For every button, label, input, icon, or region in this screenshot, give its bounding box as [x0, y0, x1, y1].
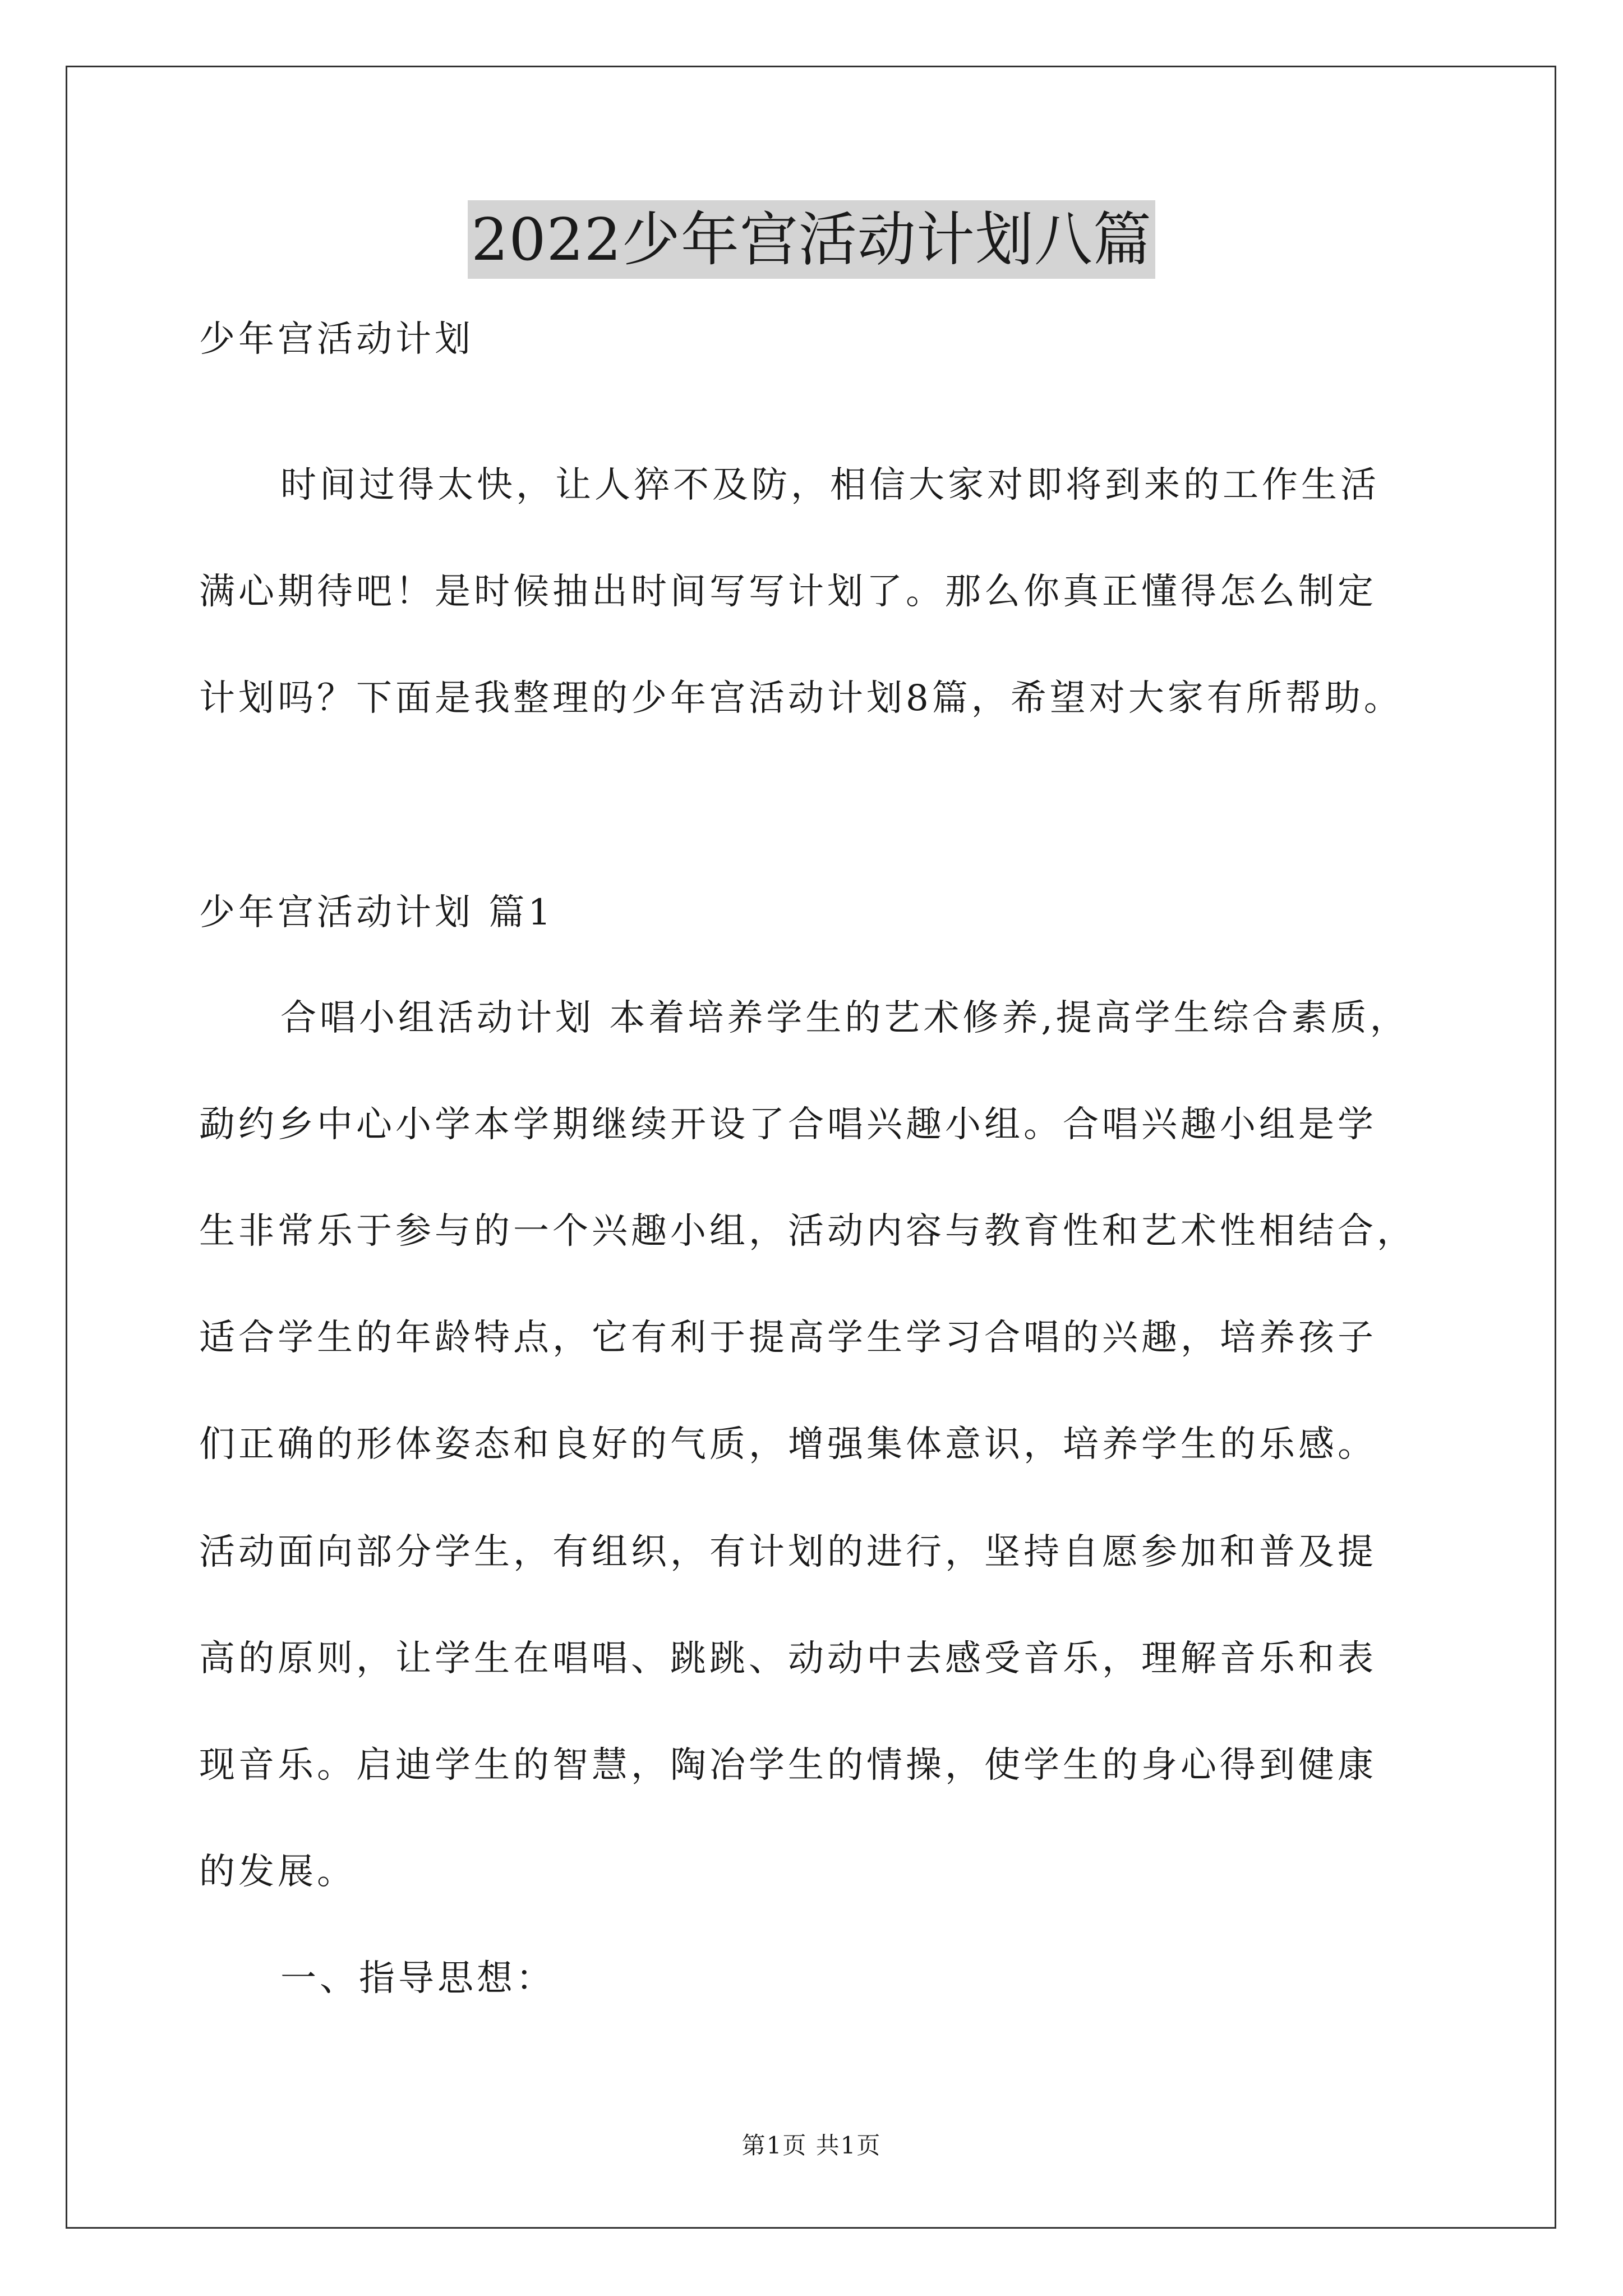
section1-line-8: 现音乐。启迪学生的智慧，陶冶学生的情操，使学生的身心得到健康 — [199, 1745, 1377, 1786]
section1-subheading: 一、指导思想： — [280, 1958, 555, 1999]
section1-line-3: 生非常乐于参与的一个兴趣小组，活动内容与教育性和艺术性相结合， — [199, 1211, 1416, 1252]
page-footer: 第1页 共1页 — [741, 2132, 882, 2159]
section1-line-6: 活动面向部分学生，有组织，有计划的进行，坚持自愿参加和普及提 — [199, 1531, 1377, 1573]
title-container — [0, 200, 1623, 279]
intro-line-2: 满心期待吧！是时候抽出时间写写计划了。那么你真正懂得怎么制定 — [199, 571, 1377, 613]
section1-heading: 少年宫活动计划 篇1 — [199, 892, 555, 933]
section1-line-9: 的发展。 — [199, 1851, 356, 1893]
section1-line-4: 适合学生的年龄特点，它有利于提高学生学习合唱的兴趣，培养孩子 — [199, 1317, 1377, 1359]
subheading: 少年宫活动计划 — [199, 319, 474, 360]
section1-line-2: 勐约乡中心小学本学期继续开设了合唱兴趣小组。合唱兴趣小组是学 — [199, 1104, 1377, 1145]
section1-line-1: 合唱小组活动计划 本着培养学生的艺术修养,提高学生综合素质， — [280, 997, 1409, 1039]
intro-line-1: 时间过得太快，让人猝不及防，相信大家对即将到来的工作生活 — [280, 464, 1380, 506]
intro-line-3: 计划吗？下面是我整理的少年宫活动计划8篇，希望对大家有所帮助。 — [199, 678, 1403, 719]
document-title: 2022少年宫活动计划八篇 — [468, 200, 1155, 279]
section1-line-7: 高的原则，让学生在唱唱、跳跳、动动中去感受音乐，理解音乐和表 — [199, 1638, 1377, 1680]
section1-line-5: 们正确的形体姿态和良好的气质，增强集体意识，培养学生的乐感。 — [199, 1424, 1377, 1465]
